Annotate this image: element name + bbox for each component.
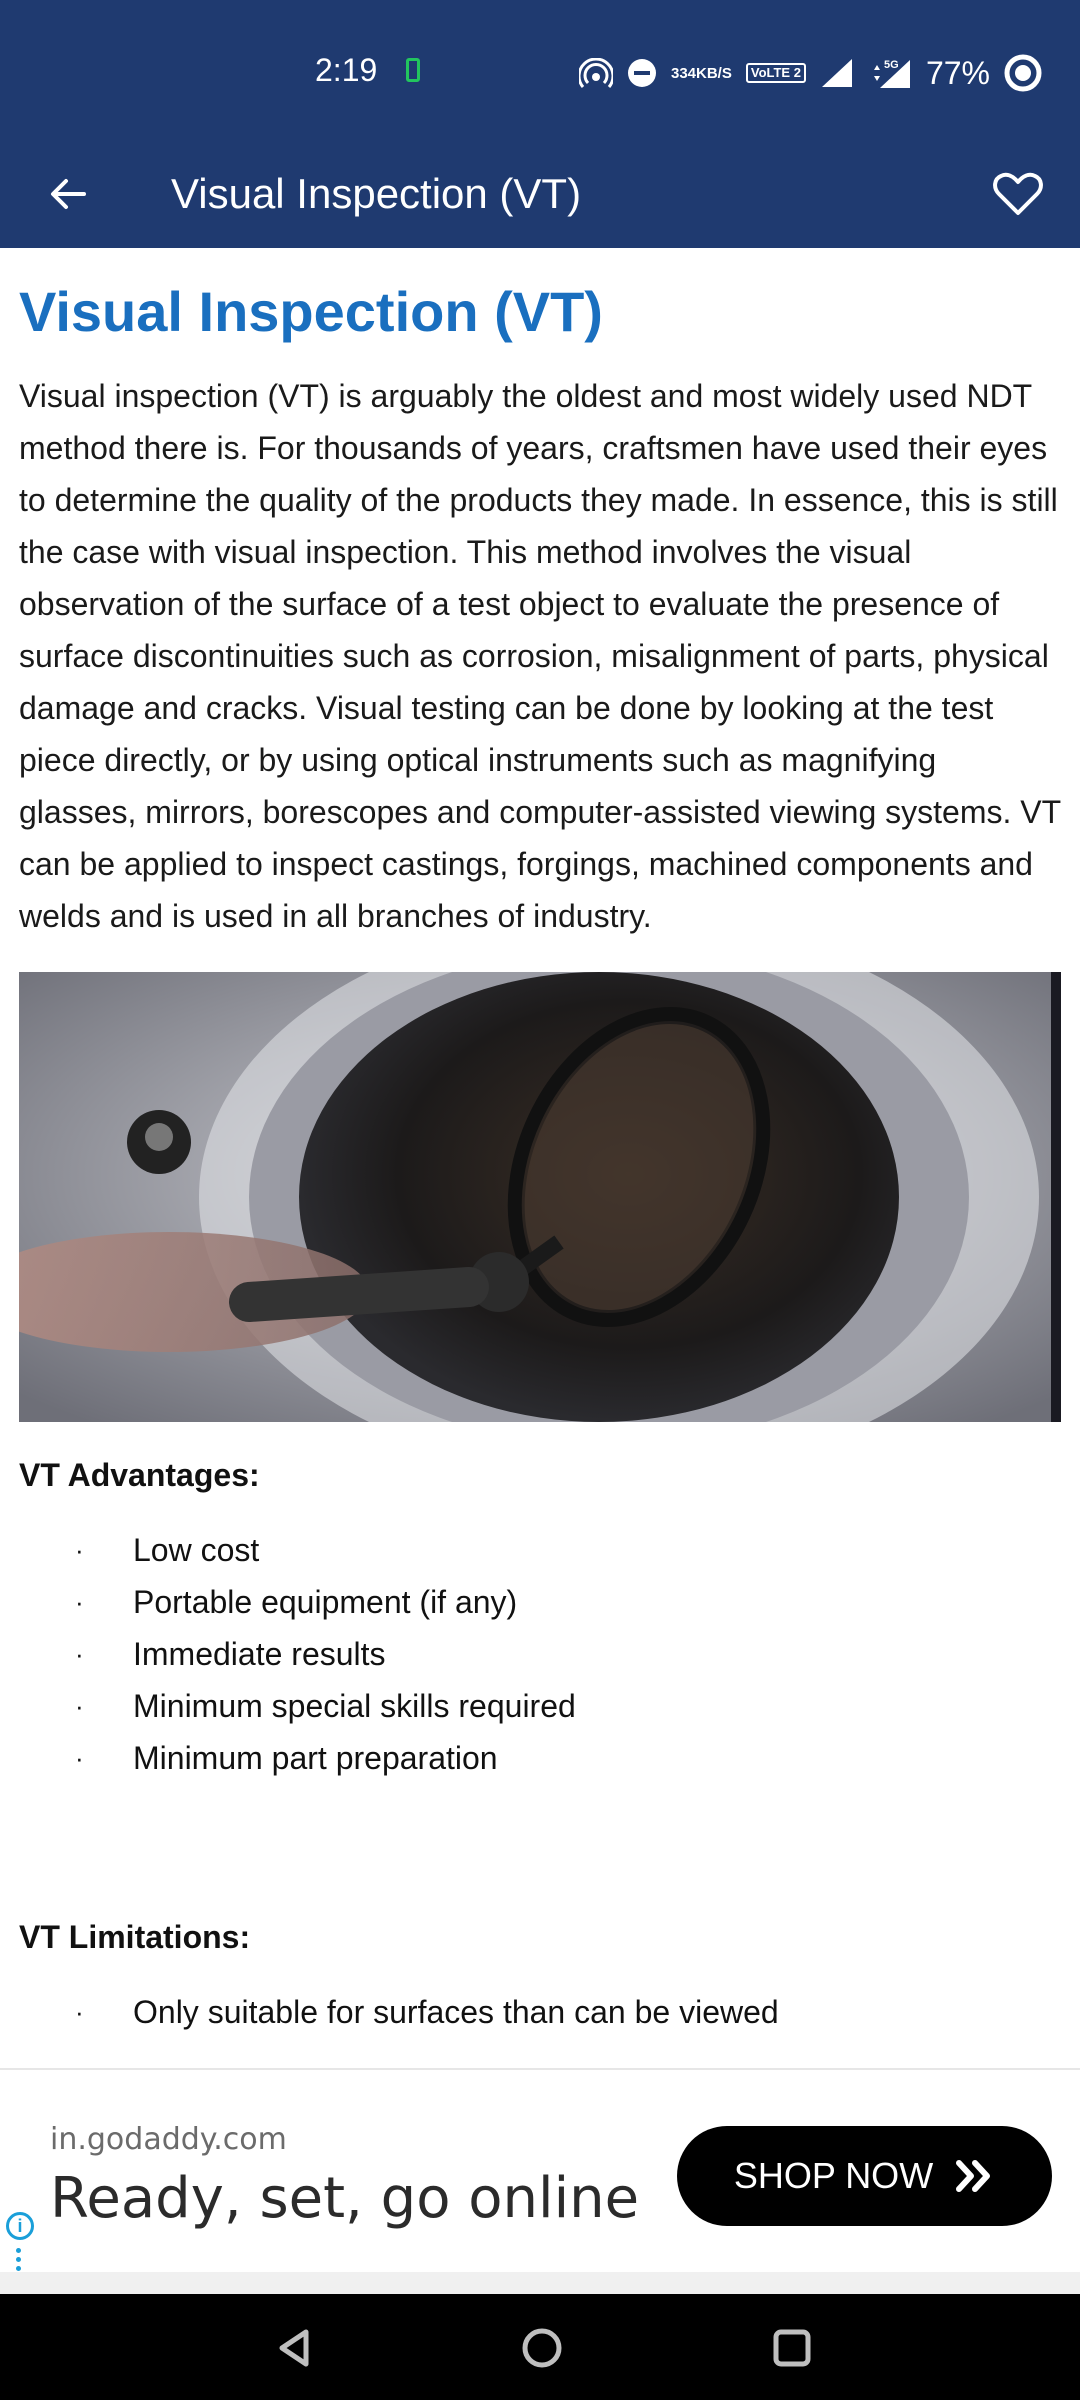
triangle-back-icon <box>272 2326 316 2370</box>
advantages-list <box>19 1524 1061 1784</box>
advantage-text: Portable equipment (if any) <box>133 1584 518 1620</box>
ad-bottom-strip <box>0 2272 1080 2294</box>
nav-back-button[interactable] <box>262 2316 326 2380</box>
arrow-left-icon <box>48 174 88 214</box>
advantage-text: Immediate results <box>133 1636 386 1672</box>
list-item <box>19 1628 1061 1680</box>
network-speed-value: 334 <box>670 64 697 82</box>
ad-more-icon[interactable] <box>16 2248 21 2272</box>
hotspot-icon <box>579 58 613 88</box>
limitations-heading: VT Limitations: <box>19 1919 251 1955</box>
app-bar <box>0 140 1080 248</box>
bullet: · <box>75 1743 84 1773</box>
advantage-text: Low cost <box>133 1532 260 1568</box>
advantages-heading: VT Advantages: <box>19 1457 260 1493</box>
advantage-text: Minimum part preparation <box>133 1740 498 1776</box>
ad-info-icon[interactable]: i <box>6 2212 34 2240</box>
signal-icon <box>820 57 854 89</box>
bullet: · <box>75 1691 84 1721</box>
heart-icon <box>993 171 1043 217</box>
list-item <box>19 1680 1061 1732</box>
status-bar <box>0 0 1080 140</box>
nav-recents-button[interactable] <box>760 2316 824 2380</box>
network-speed <box>671 66 732 81</box>
navigation-bar <box>0 2294 1080 2400</box>
limitation-text: Only suitable for surfaces than can be viewed <box>133 1994 779 2030</box>
signal-5g-icon <box>868 56 912 90</box>
svg-text:5G: 5G <box>883 59 899 71</box>
volte-top: Vo <box>750 65 767 80</box>
ad-headline: Ready, set, go online <box>50 2166 640 2231</box>
list-item <box>19 1576 1061 1628</box>
volte-bottom: LTE 2 <box>766 65 801 80</box>
battery-saver-icon <box>406 58 420 82</box>
ad-banner[interactable] <box>0 2068 1080 2272</box>
network-speed-unit: KB/S <box>696 64 732 82</box>
advantage-text: Minimum special skills required <box>133 1688 576 1724</box>
battery-icon <box>1004 54 1042 92</box>
volte-icon <box>746 63 806 83</box>
list-item <box>19 1524 1061 1576</box>
inspection-mirror-image <box>19 972 1061 1422</box>
bullet: · <box>75 1639 84 1669</box>
app-bar-title: Visual Inspection (VT) <box>171 170 582 217</box>
nav-home-button[interactable] <box>510 2316 574 2380</box>
status-icons <box>579 48 1042 98</box>
article-content[interactable] <box>0 248 1080 2068</box>
square-recents-icon <box>770 2326 814 2370</box>
bullet: · <box>75 1587 84 1617</box>
favorite-button[interactable] <box>988 164 1048 224</box>
ad-domain: in.godaddy.com <box>50 2122 287 2157</box>
article-title: Visual Inspection (VT) <box>19 280 603 343</box>
double-chevron-right-icon <box>955 2160 995 2192</box>
article-body: Visual inspection (VT) is arguably the oldest and most widely used NDT method there is. For thousands of years, craftsmen have used their eyes to determine the quality of the products they made. In essence, this is still the case with visual inspection. This method involves the visual observation of the surface of a test object to evaluate the presence of surface discontinuities such as corrosion, misalignment of parts, physical damage and cracks. Visual testing can be done by looking at the test piece directly, or by using optical instruments such as magnifying glasses, mirrors, borescopes and computer-assisted viewing systems. VT can be applied to inspect castings, forgings, machined components and welds and is used in all branches of industry. <box>19 378 1061 934</box>
list-item <box>19 1986 1061 2038</box>
bullet: · <box>75 1997 84 2027</box>
limitations-list <box>19 1986 1061 2038</box>
back-button[interactable] <box>40 166 96 222</box>
bullet: · <box>75 1535 84 1565</box>
list-item <box>19 1732 1061 1784</box>
do-not-disturb-icon <box>627 58 657 88</box>
circle-home-icon <box>520 2326 564 2370</box>
battery-percent: 77% <box>925 54 990 91</box>
shop-now-label: SHOP NOW <box>733 2155 934 2196</box>
shop-now-button[interactable] <box>677 2126 1052 2226</box>
status-time: 2:19 <box>315 52 378 88</box>
